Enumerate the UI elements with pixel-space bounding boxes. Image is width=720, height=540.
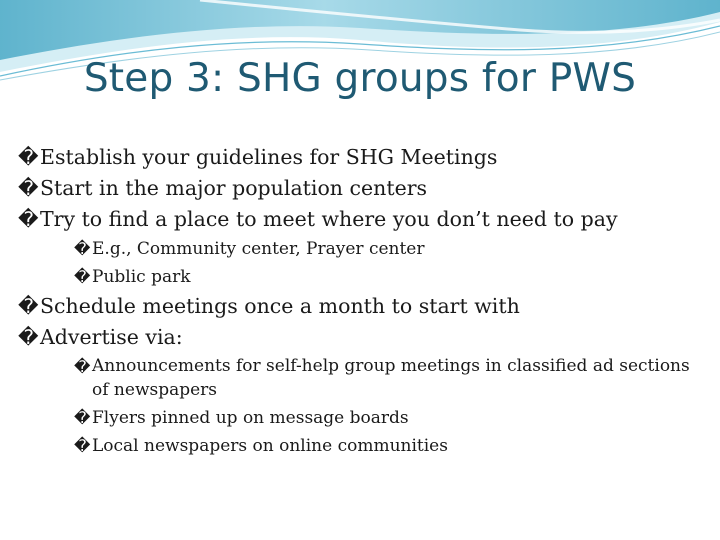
sub-list-item-text: E.g., Community center, Prayer center — [92, 239, 425, 259]
bullet-glyph: � — [74, 267, 91, 286]
list-item — [18, 322, 708, 353]
sub-list-item — [18, 404, 708, 432]
list-item — [18, 173, 708, 204]
sub-list-item-text: Local newspapers on online communities — [92, 436, 448, 456]
sub-list-item-text: Public park — [92, 267, 191, 287]
page-title: Step 3: SHG groups for PWS — [83, 56, 637, 101]
sub-list-item — [18, 263, 708, 291]
bullet-glyph: � — [74, 239, 91, 258]
sub-list-item-text: Flyers pinned up on message boards — [92, 408, 409, 428]
bullet-glyph: � — [18, 207, 39, 231]
bullet-glyph: � — [74, 436, 91, 455]
list-item-text: Establish your guidelines for SHG Meetings — [40, 145, 498, 169]
list-item-text: Try to find a place to meet where you don’t need to pay — [40, 207, 618, 231]
sub-list-item — [18, 432, 708, 460]
bullet-glyph: � — [74, 357, 91, 376]
list-item-text: Start in the major population centers — [40, 176, 428, 200]
bullet-glyph: � — [18, 176, 39, 200]
list-item — [18, 291, 708, 322]
bullet-glyph: � — [18, 145, 39, 169]
list-item-text: Advertise via: — [40, 325, 183, 349]
bullet-glyph: � — [74, 408, 91, 427]
bullet-glyph: � — [18, 325, 39, 349]
list-item — [18, 142, 708, 173]
sub-list-item — [18, 353, 708, 404]
bullet-list — [18, 142, 708, 460]
bullet-glyph: � — [18, 294, 39, 318]
sub-list-item-text: Announcements for self-help group meetings in classified ad sections of newspapers — [92, 356, 690, 400]
sub-list-item — [18, 235, 708, 263]
list-item-text: Schedule meetings once a month to start with — [40, 294, 520, 318]
list-item — [18, 204, 708, 235]
